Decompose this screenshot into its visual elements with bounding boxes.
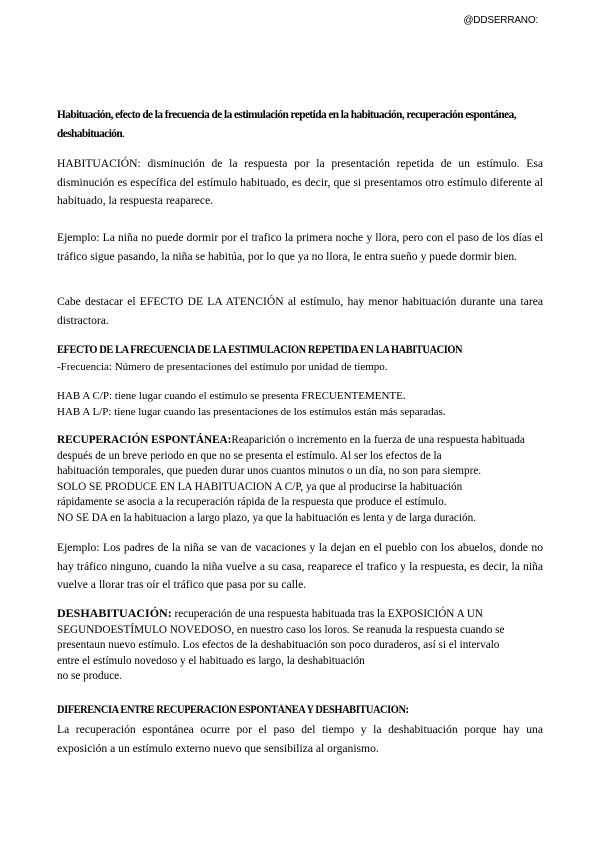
atencion-paragraph: Cabe destacar el EFECTO DE LA ATENCIÓN al estímulo, hay menor habituación durante una tarea distractora. xyxy=(57,295,543,327)
hab-lp-line: HAB A L/P: tiene lugar cuando las presentaciones de los estímulos están más separadas. xyxy=(57,406,446,418)
author-watermark: @DDSERRANO: xyxy=(463,15,538,26)
frecuencia-definition: -Frecuencia: Número de presentaciones del estímulo por unidad de tiempo. xyxy=(57,361,388,373)
diferencia-paragraph: La recuperación espontánea ocurre por el paso del tiempo y la deshabituación porque hay una exposición a un estímulo externo nuevo que sensibiliza al organismo. xyxy=(57,723,543,755)
hab-cp-line: HAB A C/P: tiene lugar cuando el estímulo se presenta FRECUENTEMENTE. xyxy=(57,390,406,402)
frecuencia-heading: EFECTO DE LA FRECUENCIA DE LA ESTIMULACIÓN REPETIDA EN LA HABITUACIÓN xyxy=(57,344,463,356)
title-line-1: Habituación, efecto de la frecuencia de la estimulación repetida en la habituación, recuperación espontánea, xyxy=(57,109,516,121)
document-title: Habituación, efecto de la frecuencia de la estimulación repetida en la habituación, recuperación espontánea, deshabituación. xyxy=(57,109,516,140)
diferencia-heading: DIFERENCIA ENTRE RECUPERACIÓN ESPONTÁNEA Y DESHABITUACIÓN: xyxy=(57,704,409,716)
title-line-2: deshabituación xyxy=(57,128,123,140)
recuperacion-term: RECUPERACIÓN ESPONTÁNEA: xyxy=(57,434,232,446)
habituacion-definition: HABITUACIÓN: disminución de la respuesta por la presentación repetida de un estímulo. Esa disminución es específica del estímulo habituado, es decir, que si presentamos otro estímulo diferente al habituado, la respuesta reaparece. xyxy=(57,157,543,207)
deshabituacion-term: DESHABITUACIÓN: xyxy=(57,606,172,620)
recuperacion-section: RECUPERACIÓN ESPONTÁNEA:Reaparición o incremento en la fuerza de una respuesta habituada después de un breve periodo en que no se presenta el estímulo. Al ser los efectos de la habituación temporales, que pueden durar unos cuantos minutos o un día, no son para siempre. SOLO SE PRODUCE EN LA HABITUACION A C/P, ya que al producirse la habituación rápidamente se asocia a la recuperación rápida de la respuesta que produce el estímulo. NO SE DA en la habituacion a largo plazo, ya que la habituación es lenta y de larga duración. xyxy=(57,434,525,524)
example-paragraph-1: Ejemplo: La niña no puede dormir por el trafico la primera noche y llora, pero con el paso de los días el tráfico sigue pasando, la niña se habitúa, por lo que ya no llora, le entra sueño y puede dormir bien. xyxy=(57,231,543,263)
example-paragraph-2: Ejemplo: Los padres de la niña se van de vacaciones y la dejan en el pueblo con los abuelos, donde no hay tráfico ninguno, cuando la niña vuelve a su casa, reaparece el trafico y la respuesta, es decir, la niña vuelve a llorar tras oír el tráfico que pasa por su calle. xyxy=(57,541,543,591)
deshabituacion-section: DESHABITUACIÓN: recuperación de una respuesta habituada tras la EXPOSICIÓN A UN SEGUNDOESTÍMULO NOVEDOSO, en nuestro caso los loros. Se reanuda la respuesta cuando se presentaun nuevo estímulo. Los efectos de la deshabituación son poco duraderos, así si el intervalo entre el estímulo novedoso y el habituado es largo, la deshabituación no se produce. xyxy=(57,606,505,683)
